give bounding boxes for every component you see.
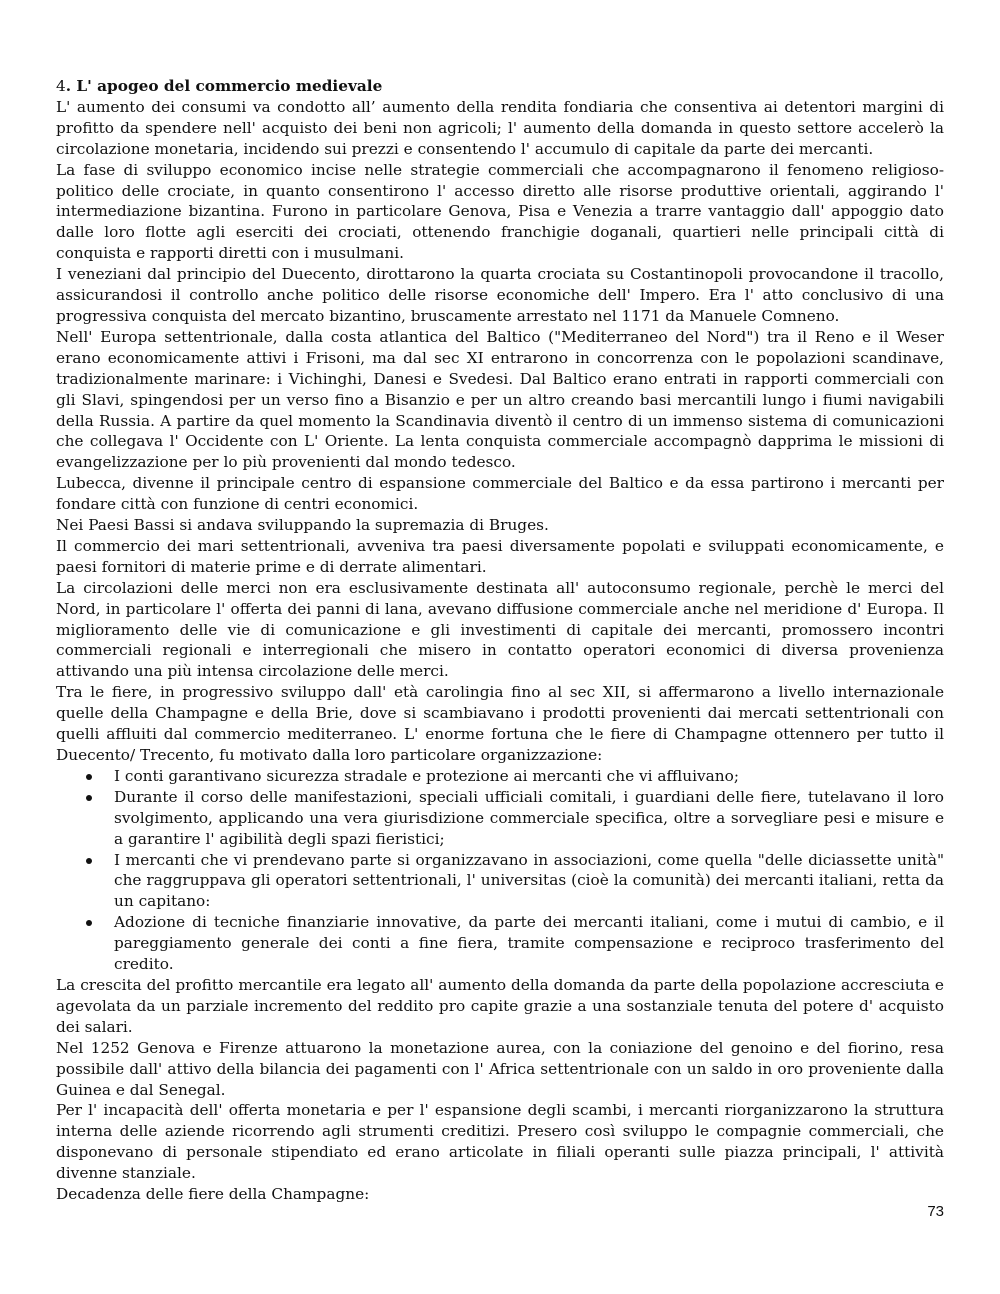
bullet-icon: [86, 774, 92, 780]
list-item-text: I conti garantivano sicurezza stradale e protezione ai mercanti che vi affluivano;: [114, 766, 740, 785]
paragraph: Il commercio dei mari settentrionali, avveniva tra paesi diversamente popolati e sviluppati economicamente, e paesi fornitori di materie prime e di derrate alimentari.: [56, 536, 944, 576]
paragraph: Nel 1252 Genova e Firenze attuarono la monetazione aurea, con la coniazione del genoino e del fiorino, resa possibile dall' attivo della bilancia dei pagamenti con l' Africa settentrionale con un saldo in oro proveniente dalla Guinea e dal Senegal.: [56, 1038, 944, 1099]
section-heading: [56, 76, 944, 97]
paragraph: Decadenza delle fiere della Champagne:: [56, 1185, 370, 1204]
bullet-icon: [86, 920, 92, 926]
list-item: [56, 766, 944, 787]
paragraph: La fase di sviluppo economico incise nelle strategie commerciali che accompagnarono il fenomeno religioso-politico delle crociate, in quanto consentirono l' accesso diretto alle risorse produttive orientali, aggirando l' intermediazione bizantina. Furono in particolare Genova, Pisa e Venezia a trarre vantaggio dall' appoggio dato dalle loro flotte agli eserciti dei crociati, ottenendo franchigie doganali, quartieri nelle principali città di conquista e rapporti diretti con i musulmani.: [56, 160, 944, 263]
document-page: [56, 76, 944, 1205]
section-title: . L' apogeo del commercio medievale: [65, 77, 383, 95]
paragraph: Per l' incapacità dell' offerta monetaria e per l' espansione degli scambi, i mercanti riorganizzarono la struttura interna delle aziende ricorrendo agli strumenti creditizi. Presero così sviluppo le compagnie commerciali, che disponevano di personale stipendiato ed erano articolate in filiali operanti sulle piazza principali, l' attività divenne stanziale.: [56, 1101, 944, 1183]
paragraph: I veneziani dal principio del Duecento, dirottarono la quarta crociata su Costantinopoli provocandone il tracollo, assicurandosi il controllo anche politico delle risorse economiche dell' Impero. Era l' atto conclusivo di una progressiva conquista del mercato bizantino, bruscamente arrestato nel 1171 da Manuele Comneno.: [56, 265, 944, 325]
section-number: 4: [56, 77, 66, 95]
paragraph: Nell' Europa settentrionale, dalla costa atlantica del Baltico ("Mediterraneo del Nord") tra il Reno e il Weser erano economicamente attivi i Frisoni, ma dal sec XI entrarono in concorrenza con le popolazioni scandinave, tradizionalmente marinare: i Vichinghi, Danesi e Svedesi. Dal Baltico erano entrati in rapporti commerciali con gli Slavi, spingendosi per un verso fino a Bisanzio e per un altro creando basi mercantili lungo i fiumi navigabili della Russia. A partire da quel momento la Scandinavia diventò il centro di un immenso sistema di comunicazioni che collegava l' Occidente con L' Oriente. La lenta conquista commerciale accompagnò dapprima le missioni di evangelizzazione per lo più provenienti dal mondo tedesco.: [56, 327, 944, 472]
bullet-icon: [86, 858, 92, 864]
paragraph: La circolazioni delle merci non era esclusivamente destinata all' autoconsumo regionale, perchè le merci del Nord, in particolare l' offerta dei panni di lana, avevano diffusione commerciale anche nel meridione d' Europa. Il miglioramento delle vie di comunicazione e gli investimenti di capitale dei mercanti, promossero incontri commerciali regionali e interregionali che misero in contatto operatori economici di diversa provenienza attivando una più intensa circolazione delle merci.: [56, 578, 944, 681]
page-number: 73: [927, 1203, 944, 1220]
list-item: [56, 912, 944, 975]
list-item-text: Durante il corso delle manifestazioni, speciali ufficiali comitali, i guardiani delle fiere, tutelavano il loro svolgimento, applicando una vera giurisdizione commerciale specifica, oltre a sorvegliare pesi e misure e a garantire l' agibilità degli spazi fieristici;: [114, 787, 944, 848]
bullet-list: [56, 766, 944, 975]
paragraph: La crescita del profitto mercantile era legato all' aumento della domanda da parte della popolazione accresciuta e agevolata da un parziale incremento del reddito pro capite grazie a una sostanziale tenuta del potere d' acquisto dei salari.: [56, 975, 944, 1036]
list-item: [56, 850, 944, 913]
list-item: [56, 787, 944, 850]
bullet-icon: [86, 795, 92, 801]
paragraph: Lubecca, divenne il principale centro di espansione commerciale del Baltico e da essa partirono i mercanti per fondare città con funzione di centri economici.: [56, 474, 944, 514]
paragraph: Nei Paesi Bassi si andava sviluppando la supremazia di Bruges.: [56, 516, 549, 535]
list-item-text: Adozione di tecniche finanziarie innovative, da parte dei mercanti italiani, come i mutui di cambio, e il pareggiamento generale dei conti a fine fiera, tramite compensazione e reciproco trasferimento del credito.: [114, 913, 944, 974]
paragraph: Tra le fiere, in progressivo sviluppo dall' età carolingia fino al sec XII, si affermarono a livello internazionale quelle della Champagne e della Brie, dove si scambiavano i prodotti provenienti dai mercati settentrionali con quelli affluiti dal commercio mediterraneo. L' enorme fortuna che le fiere di Champagne ottennero per tutto il Duecento/ Trecento, fu motivato dalla loro particolare organizzazione:: [56, 683, 944, 764]
list-item-text: I mercanti che vi prendevano parte si organizzavano in associazioni, come quella "delle diciassette unità" che raggruppava gli operatori settentrionali, l' universitas (cioè la comunità) dei mercanti italiani, retta da un capitano:: [114, 850, 944, 911]
paragraph: L' aumento dei consumi va condotto all’ aumento della rendita fondiaria che consentiva ai detentori margini di profitto da spendere nell' acquisto dei beni non agricoli; l' aumento della domanda in questo settore accelerò la circolazione monetaria, incidendo sui prezzi e consentendo l' accumulo di capitale da parte dei mercanti.: [56, 97, 944, 158]
